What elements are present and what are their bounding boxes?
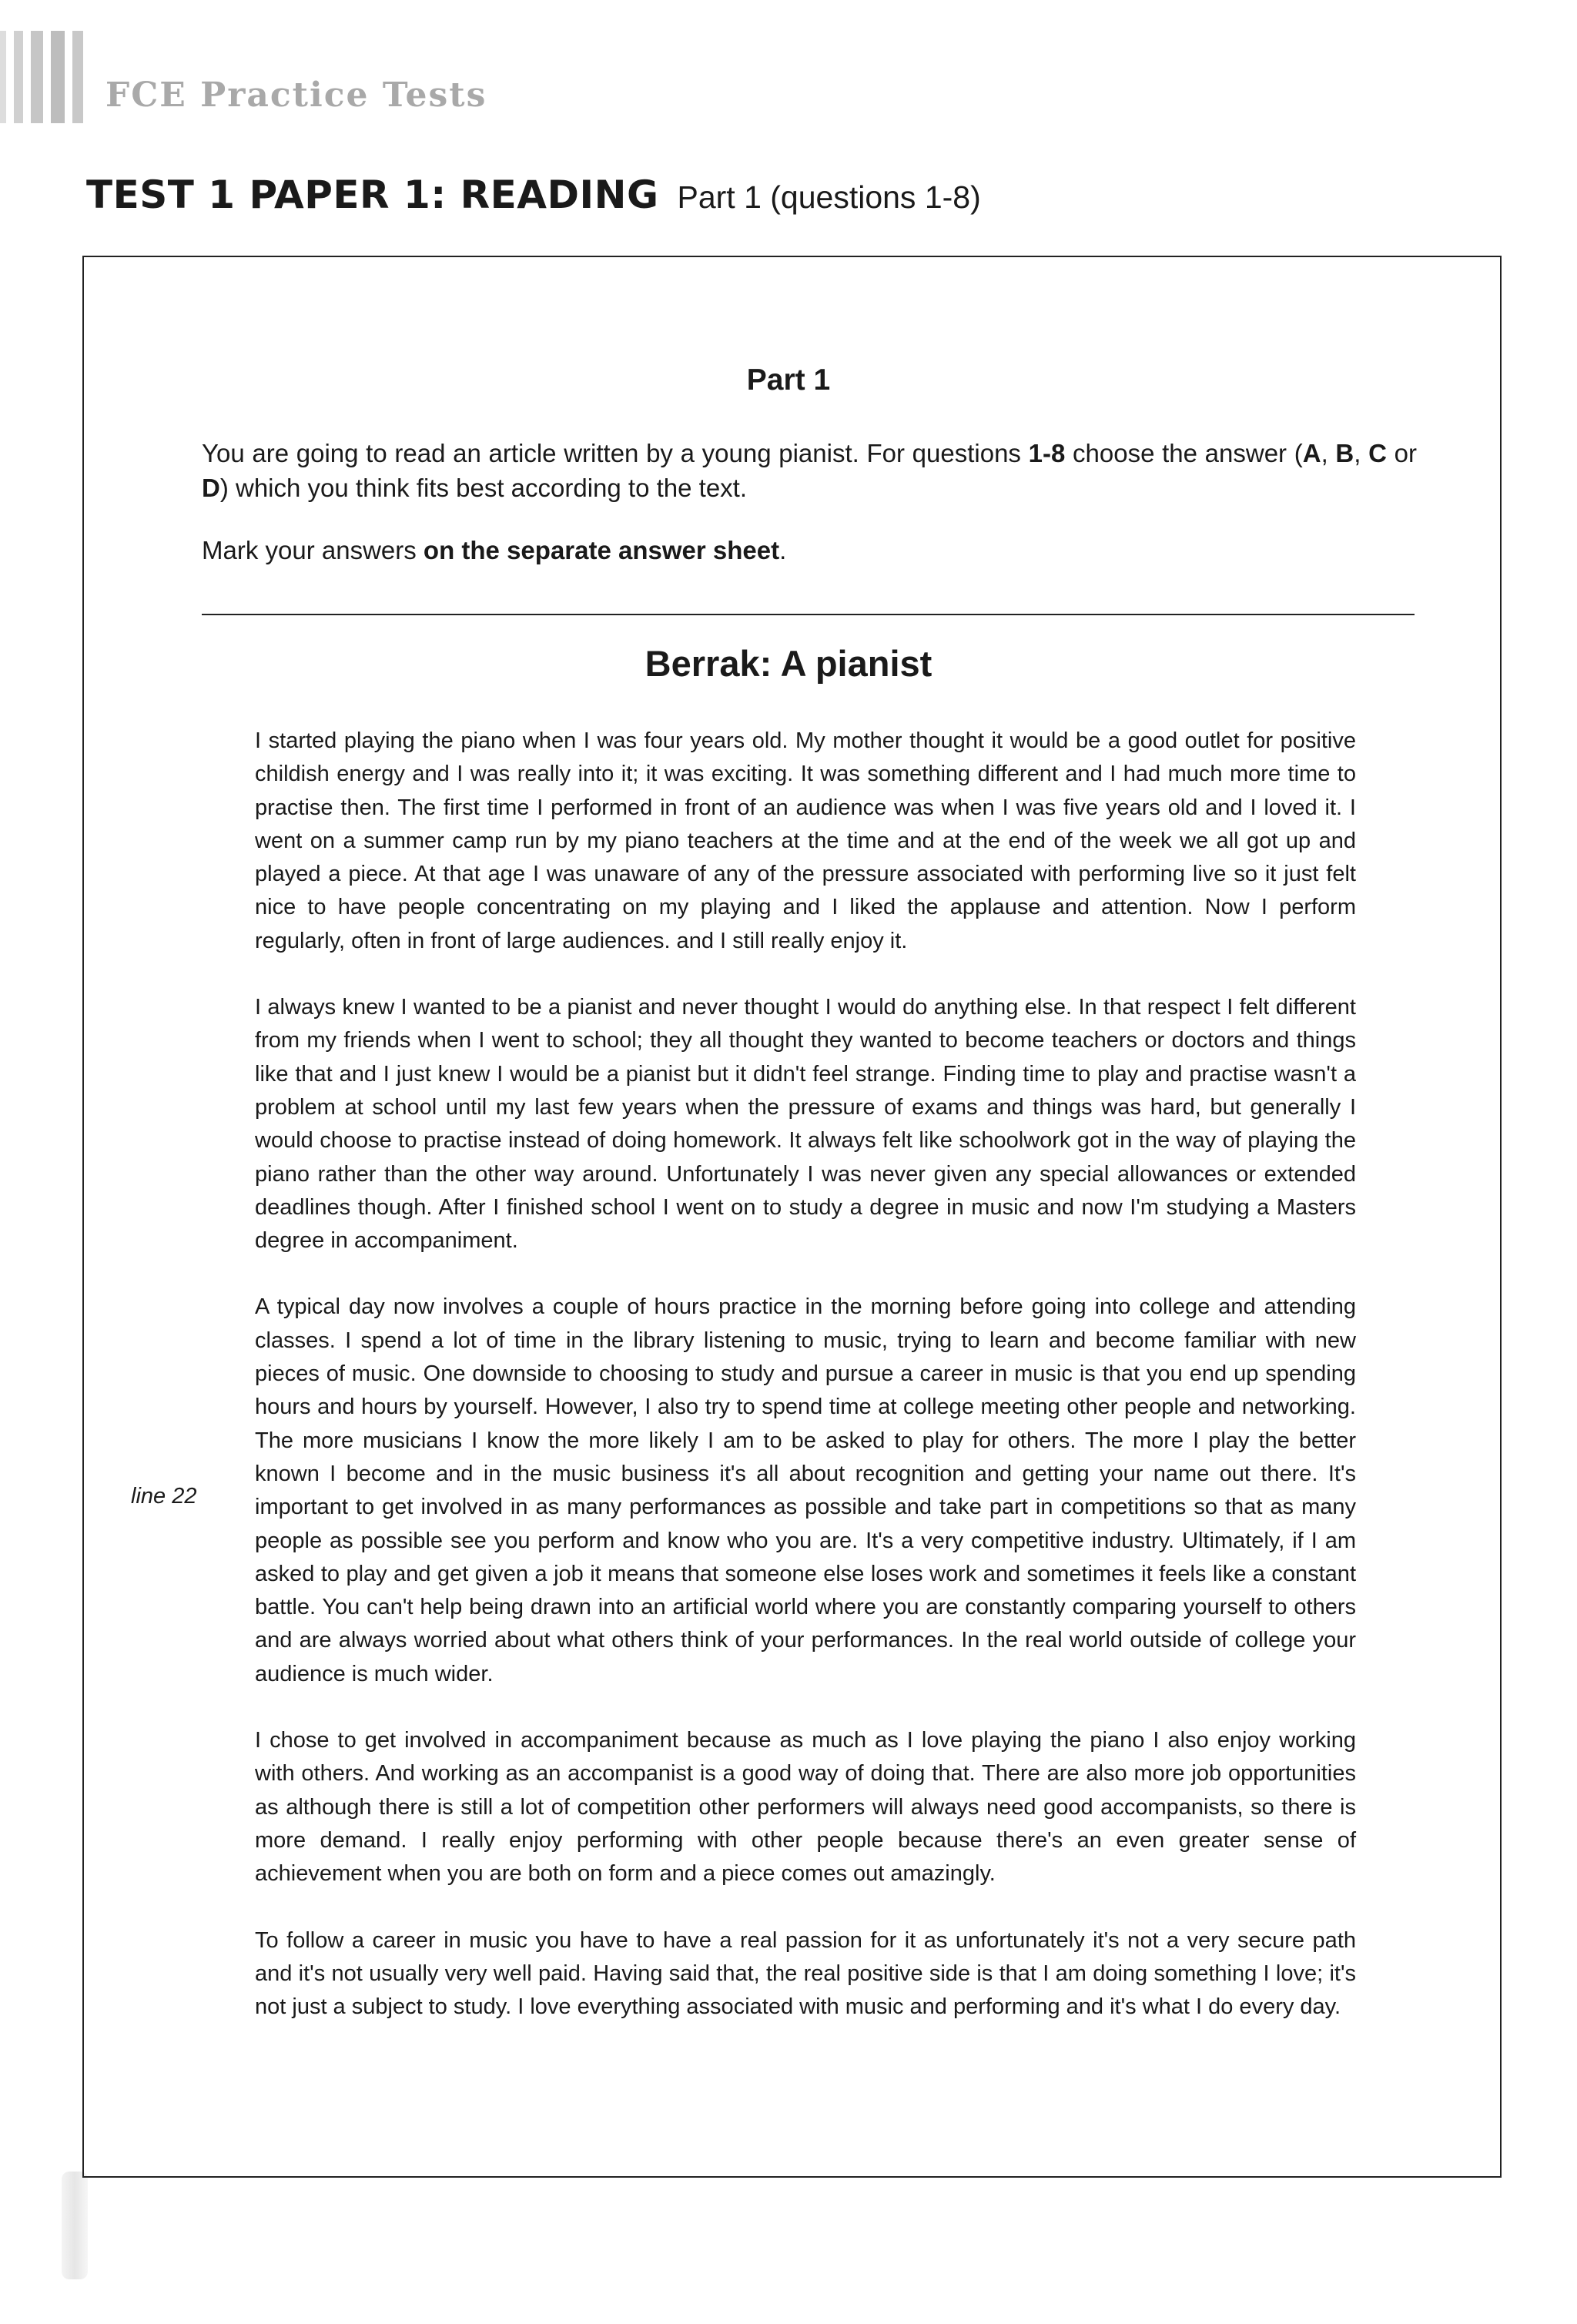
- separator: ,: [1321, 439, 1336, 467]
- article-paragraph: I chose to get involved in accompaniment because as much as I love playing the piano I also enjoy working with others. And working as an accompanist is a good way of doing that. There are also more job opportunities as although there is still a lot of competition other performers will always need good accompanists, so there is more demand. I really enjoy performing with other people because there's an even greater sense of achievement when you are both on form and a piece comes out amazingly.: [255, 1728, 1356, 1887]
- part-heading: Part 1: [746, 363, 831, 397]
- answer-sheet-emphasis: on the separate answer sheet: [423, 536, 780, 564]
- article-paragraph: I always knew I wanted to be a pianist and never thought I would do anything else. In that respect I felt different from my friends when I went to school; they all thought they wanted to become teachers or doctors and things like that and I just knew I would be a pianist but it didn't feel strange. Finding time to play and practise wasn't a problem at school until my last few years when the pressure of exams and things was hard, but generally I would choose to practise instead of doing homework. It always felt like schoolwork got in the way of playing the piano rather than the other way around. Unfortunately I was never given any special allowances or extended deadlines though. After I finished school I went on to study a degree in music and now I'm studying a Masters degree in accompaniment.: [255, 995, 1356, 1254]
- page-edge-marks: [0, 31, 89, 123]
- option-c: C: [1368, 439, 1387, 467]
- option-a: A: [1302, 439, 1321, 467]
- article-title: Berrak: A pianist: [645, 643, 932, 684]
- questions-range: 1-8: [1028, 439, 1066, 467]
- mark-answers-lead: Mark your answers: [202, 536, 424, 564]
- test-header: [86, 172, 981, 217]
- edge-mark: [72, 31, 83, 123]
- test-label: TEST 1 PAPER 1: READING: [86, 172, 659, 217]
- article-paragraph: I started playing the piano when I was four years old. My mother thought it would be a good outlet for positive childish energy and I was really into it; it was exciting. It was something different and I had much more time to practise then. The first time I performed in front of an audience was when I was five years old and I loved it. I went on a summer camp run by my piano teachers at the time and at the end of the week we all got up and played a piece. At that age I was unaware of any of the pressure associated with performing live so it just felt nice to have people concentrating on my playing and I liked the applause and attention. Now I perform regularly, often in front of large audiences. and I still really enjoy it.: [255, 728, 1356, 953]
- page-edge-smudge: [62, 2172, 88, 2279]
- instructions-text: [202, 436, 1417, 505]
- or-word: or: [1386, 439, 1417, 467]
- article-paragraph: To follow a career in music you have to have a real passion for it as unfortunately it's not a very secure path and it's not usually very well paid. Having said that, the real positive side is that I am doing something I love; it's not just a subject to study. I love everything associated with music and performing and it's what I do every day.: [255, 1927, 1356, 2020]
- part-label: Part 1 (questions 1-8): [677, 179, 981, 215]
- edge-mark: [31, 31, 43, 123]
- divider: [202, 614, 1415, 615]
- option-d: D: [202, 474, 220, 502]
- article-paragraph: A typical day now involves a couple of hours practice in the morning before going into college and attending classes. I spend a lot of time in the library listening to music, trying to learn and become familiar with new pieces of music. One downside to choosing to study and pursue a career in music is that you end up spending hours and hours by yourself. However, I also try to spend time at college meeting other people and networking. The more musicians I know the more likely I am to be asked to play for others. The more I play the better known I become and in the music business it's all about recognition and getting your name out there. It's important to get involved in as many performances as possible and take part in competitions so that as many people as possible see you perform and know who you are. It's a very competitive industry. Ultimately, if I am asked to play and get given a job it means that someone else loses work and sometimes it feels like a constant battle. You can't help being drawn into an artificial world where you are constantly comparing yourself to others and are always worried about what others think of your performances. In the real world outside of college your audience is much wider.: [255, 1294, 1356, 1686]
- edge-mark: [14, 31, 23, 123]
- separator: ,: [1354, 439, 1369, 467]
- mark-answers-end: .: [779, 536, 787, 564]
- edge-mark: [51, 31, 65, 123]
- option-b: B: [1335, 439, 1354, 467]
- line-marker: line 22: [131, 1484, 197, 1509]
- instructions-intro-end: ) which you think fits best according to the text.: [219, 474, 748, 502]
- instructions-intro-cont: choose the answer (: [1065, 439, 1303, 467]
- series-title: FCE Practice Tests: [105, 75, 487, 115]
- instructions-intro: You are going to read an article written by a young pianist. For questions: [202, 439, 1029, 467]
- edge-mark: [0, 31, 6, 123]
- mark-answers-text: [202, 533, 1417, 568]
- instructions: [202, 436, 1417, 568]
- article-body: [255, 725, 1356, 2057]
